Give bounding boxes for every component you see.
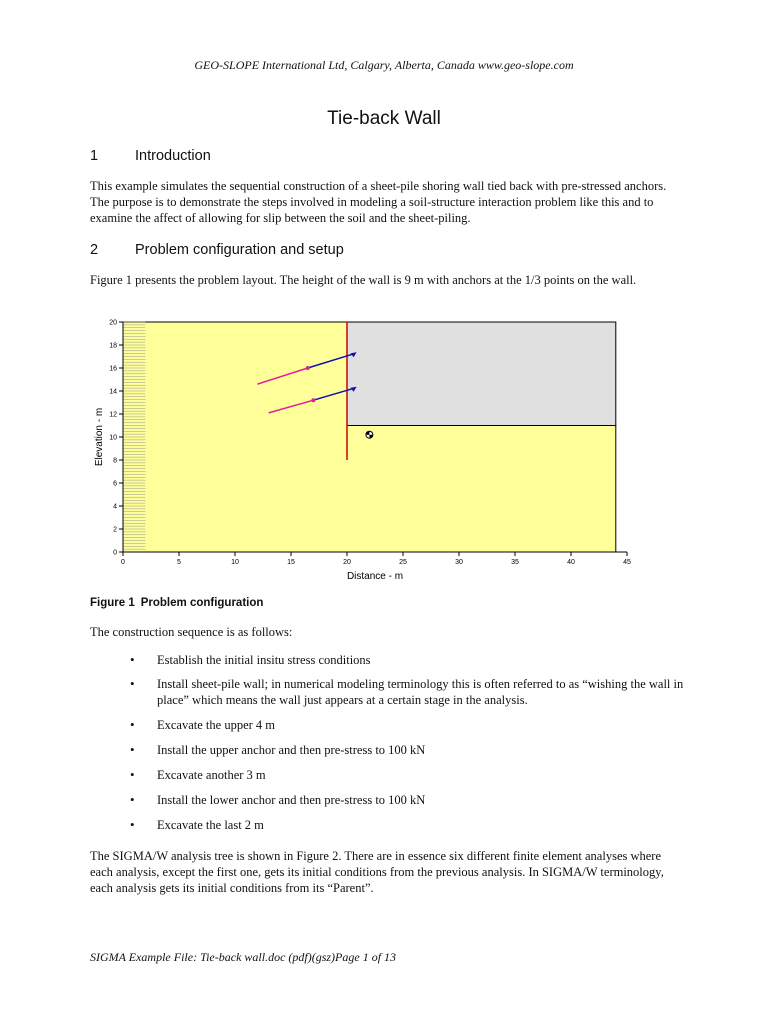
sequence-intro-paragraph: The construction sequence is as follows: (90, 625, 293, 639)
analysis-tree-paragraph: The SIGMA/W analysis tree is shown in Figure 2. There are in essence six different finite element analyses where each analysis, except the first one, gets its initial conditions from the previous analysis. In SIGMA/W terminology, each analysis gets its initial conditions from its “Parent”. (90, 849, 664, 895)
section-heading-problem-configuration (90, 242, 344, 258)
construction-sequence-list (130, 652, 690, 842)
y-tick-label: 0 (113, 549, 117, 557)
x-tick-label: 15 (287, 559, 295, 566)
anchor-node (306, 366, 310, 370)
y-tick-label: 14 (109, 388, 117, 396)
document-title: Tie-back Wall (327, 108, 441, 129)
page-header: GEO-SLOPE International Ltd, Calgary, Alberta, Canada www.geo-slope.com (194, 58, 574, 72)
construction-step: • Establish the initial insitu stress conditions (130, 652, 690, 668)
y-tick-label: 8 (113, 457, 117, 465)
page-footer: SIGMA Example File: Tie-back wall.doc (pdf)(gsz)Page 1 of 13 (90, 950, 397, 964)
section-title: Problem configuration and setup (135, 242, 344, 258)
intro-paragraph: This example simulates the sequential construction of a sheet-pile shoring wall tied back with pre-stressed anchors. The purpose is to demonstrate the steps involved in modeling a soil-structure interaction problem like this and to examine the affect of allowing for slip between the soil and the sheet-piling. (90, 179, 667, 225)
construction-step: • Install the lower anchor and then pre-stress to 100 kN (130, 792, 690, 808)
construction-step: • Install sheet-pile wall; in numerical modeling terminology this is often referred to as “wishing the wall in place” which means the wall just appears at a certain stage in the analysis. (130, 676, 690, 708)
section-number: 2 (90, 242, 99, 258)
y-tick-label: 18 (109, 342, 117, 350)
x-tick-label: 5 (177, 559, 181, 566)
section-heading-introduction (90, 148, 211, 164)
figure-caption-label: Figure 1 (90, 597, 135, 609)
y-tick-label: 4 (113, 503, 117, 511)
layout-paragraph: Figure 1 presents the problem layout. The height of the wall is 9 m with anchors at the 1/3 points on the wall. (90, 273, 637, 287)
x-axis-label: Distance - m (346, 571, 404, 582)
x-tick-label: 45 (623, 559, 631, 566)
construction-step: • Excavate the upper 4 m (130, 717, 690, 733)
y-tick-label: 20 (109, 319, 117, 327)
y-tick-label: 6 (113, 480, 117, 488)
y-tick-label: 2 (113, 526, 117, 534)
y-axis-label: Elevation - m (94, 407, 105, 467)
section-number: 1 (90, 148, 99, 164)
x-tick-label: 10 (231, 559, 239, 566)
construction-step: • Install the upper anchor and then pre-stress to 100 kN (130, 742, 690, 758)
figure-caption-text: Problem configuration (140, 597, 264, 609)
x-tick-label: 40 (567, 559, 575, 566)
problem-configuration-figure (88, 312, 648, 592)
x-tick-label: 30 (455, 559, 463, 566)
figure-caption (90, 597, 263, 609)
excavated-region (347, 322, 616, 426)
x-tick-label: 25 (399, 559, 407, 566)
x-tick-label: 20 (343, 559, 351, 566)
y-tick-label: 10 (109, 434, 117, 442)
construction-step: • Excavate another 3 m (130, 767, 690, 783)
x-tick-label: 0 (121, 559, 125, 566)
anchor-node (311, 398, 315, 402)
y-tick-label: 16 (109, 365, 117, 373)
y-tick-label: 12 (109, 411, 117, 419)
construction-step: • Excavate the last 2 m (130, 817, 690, 833)
section-title: Introduction (135, 148, 211, 164)
x-tick-label: 35 (511, 559, 519, 566)
